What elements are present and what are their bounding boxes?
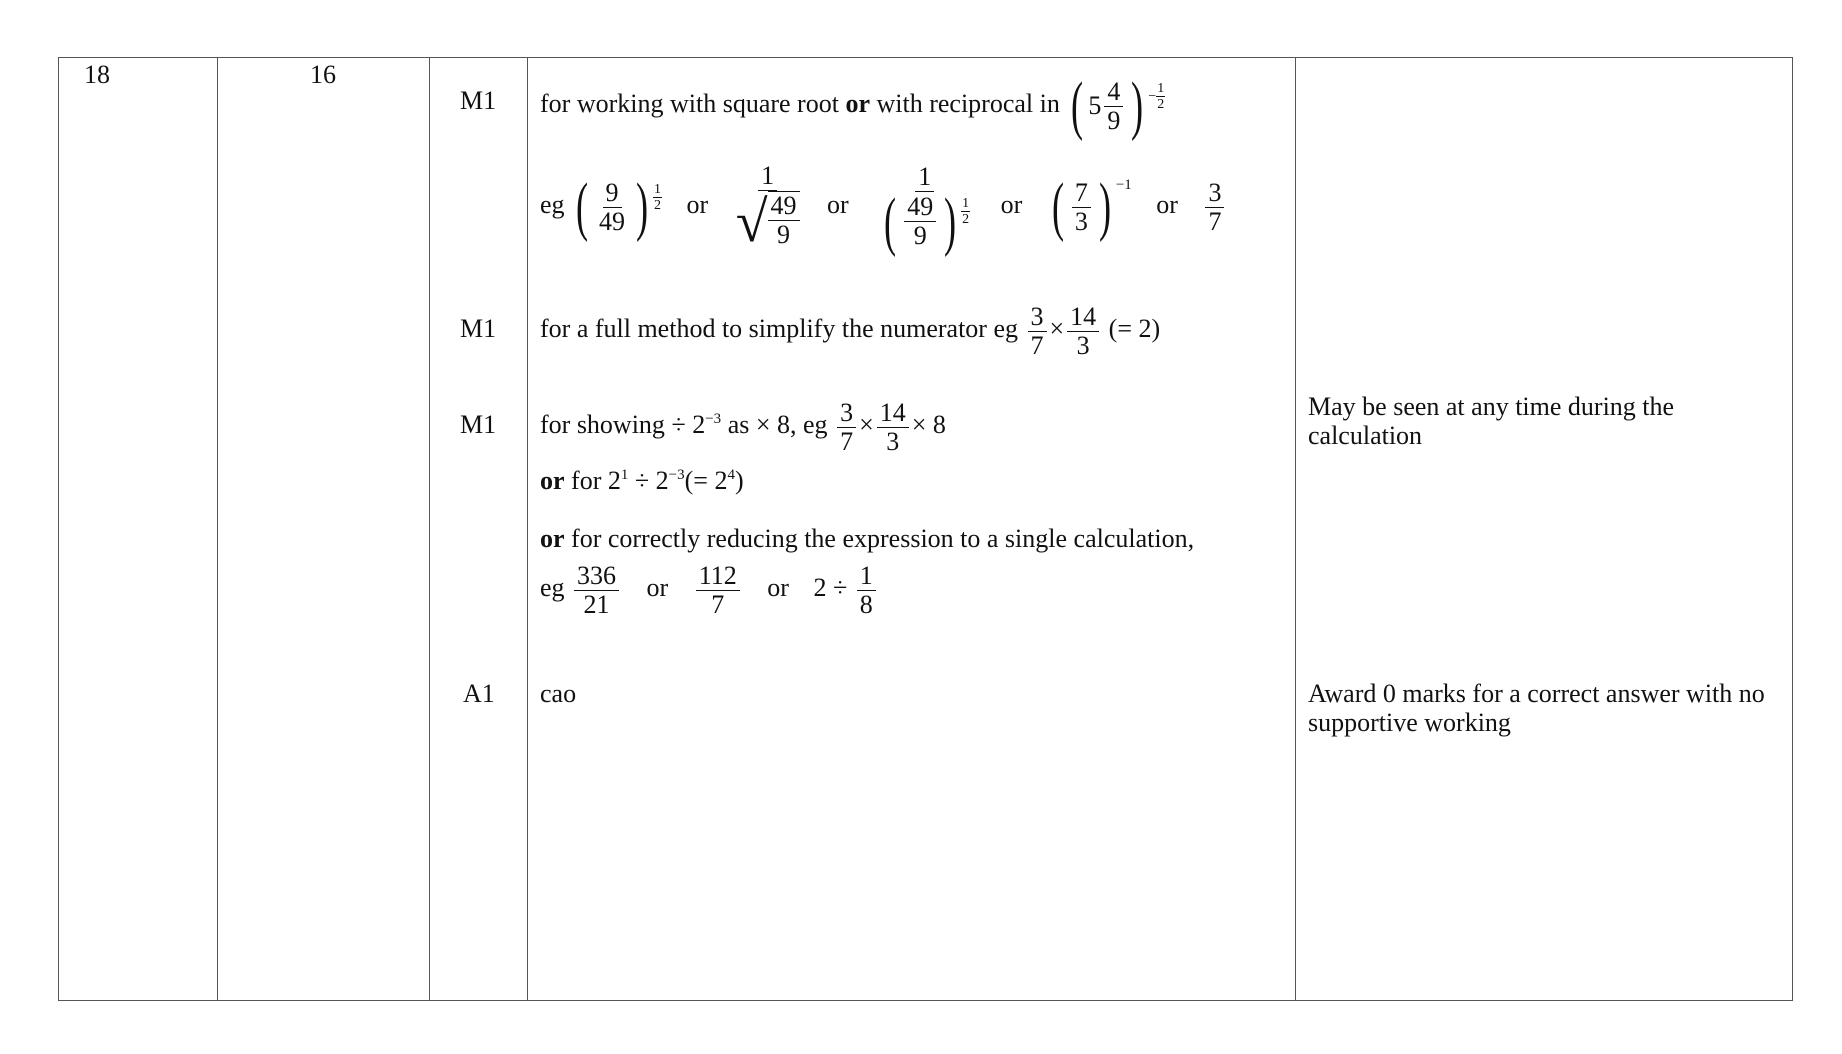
comment-text: supportive working (1308, 708, 1511, 737)
m1-examples-line (540, 160, 1227, 258)
column-divider (527, 58, 528, 1000)
or-text: or (540, 524, 565, 553)
comment-text: calculation (1308, 421, 1423, 450)
example-reciprocal-power: 1 ( 49 9 ) 1 2 (884, 161, 970, 258)
m1-single-calculation-line (540, 524, 1194, 554)
mixed-number-expression: ( 5 4 9 ) − $\frac{1}{2}$ (1071, 69, 1165, 143)
or-text: or (1156, 190, 1178, 219)
example-reciprocal-sqrt: 1 √ 49 9 (736, 162, 800, 253)
comment-text: Award 0 marks for a correct answer with no (1308, 679, 1765, 708)
guidance-text: for working with square root (540, 89, 839, 118)
mark-label: A1 (463, 679, 495, 708)
comment-text: May be seen at any time during the (1308, 392, 1675, 421)
mark-label: M1 (460, 410, 497, 439)
or-text: or (1000, 190, 1023, 219)
exponent: − $\frac{1}{2}$ (1148, 80, 1165, 112)
eg-label: eg (540, 190, 565, 219)
column-divider (1295, 58, 1296, 1000)
eg-label: eg (540, 573, 565, 602)
example-fraction: $\frac{3}{7}$ (1205, 179, 1224, 236)
m1-reciprocal-line: for showing ÷ $2^{-3}$ as × 8, eg $\frac{3}{7}$ × $\frac{14}{3}$ × 8 (540, 397, 946, 456)
column-divider (429, 58, 430, 1000)
example-negative-power: ( 7 3 ) $^{-1}$ (1051, 170, 1132, 244)
answer-value: 16 (310, 60, 336, 89)
a1-text: cao (540, 679, 577, 708)
m1-index-line: or for $2^1 \div 2^{-3}(= 2^4)$ (540, 466, 744, 495)
question-number: 18 (84, 60, 110, 89)
or-text: or (845, 89, 870, 118)
m1-single-calculation-examples: eg $\frac{336}{21}$ or $\frac{112}{7}$ or 2 ÷ $\frac{1}{8}$ (540, 556, 879, 620)
guidance-text: with reciprocal in (876, 89, 1060, 118)
column-divider (217, 58, 218, 1000)
mark-label: M1 (460, 314, 497, 343)
guidance-text: for correctly reducing the expression to a single calculation, (571, 524, 1195, 553)
or-text: or (827, 190, 849, 219)
or-text: or (686, 190, 709, 219)
or-text: or (540, 466, 565, 495)
m1-numerator-line: for a full method to simplify the numerator eg $\frac{3}{7}$ × $\frac{14}{3}$ (= 2) (540, 301, 1161, 360)
example-fraction: ( 9 49 ) 1 2 (575, 170, 662, 244)
exponent: 1 2 (654, 181, 662, 213)
guidance-text: for showing (540, 410, 665, 439)
guidance-text: for a full method to simplify the numerator eg (540, 314, 1018, 343)
m1-square-root-line (540, 69, 1165, 143)
mark-label: M1 (460, 86, 497, 115)
